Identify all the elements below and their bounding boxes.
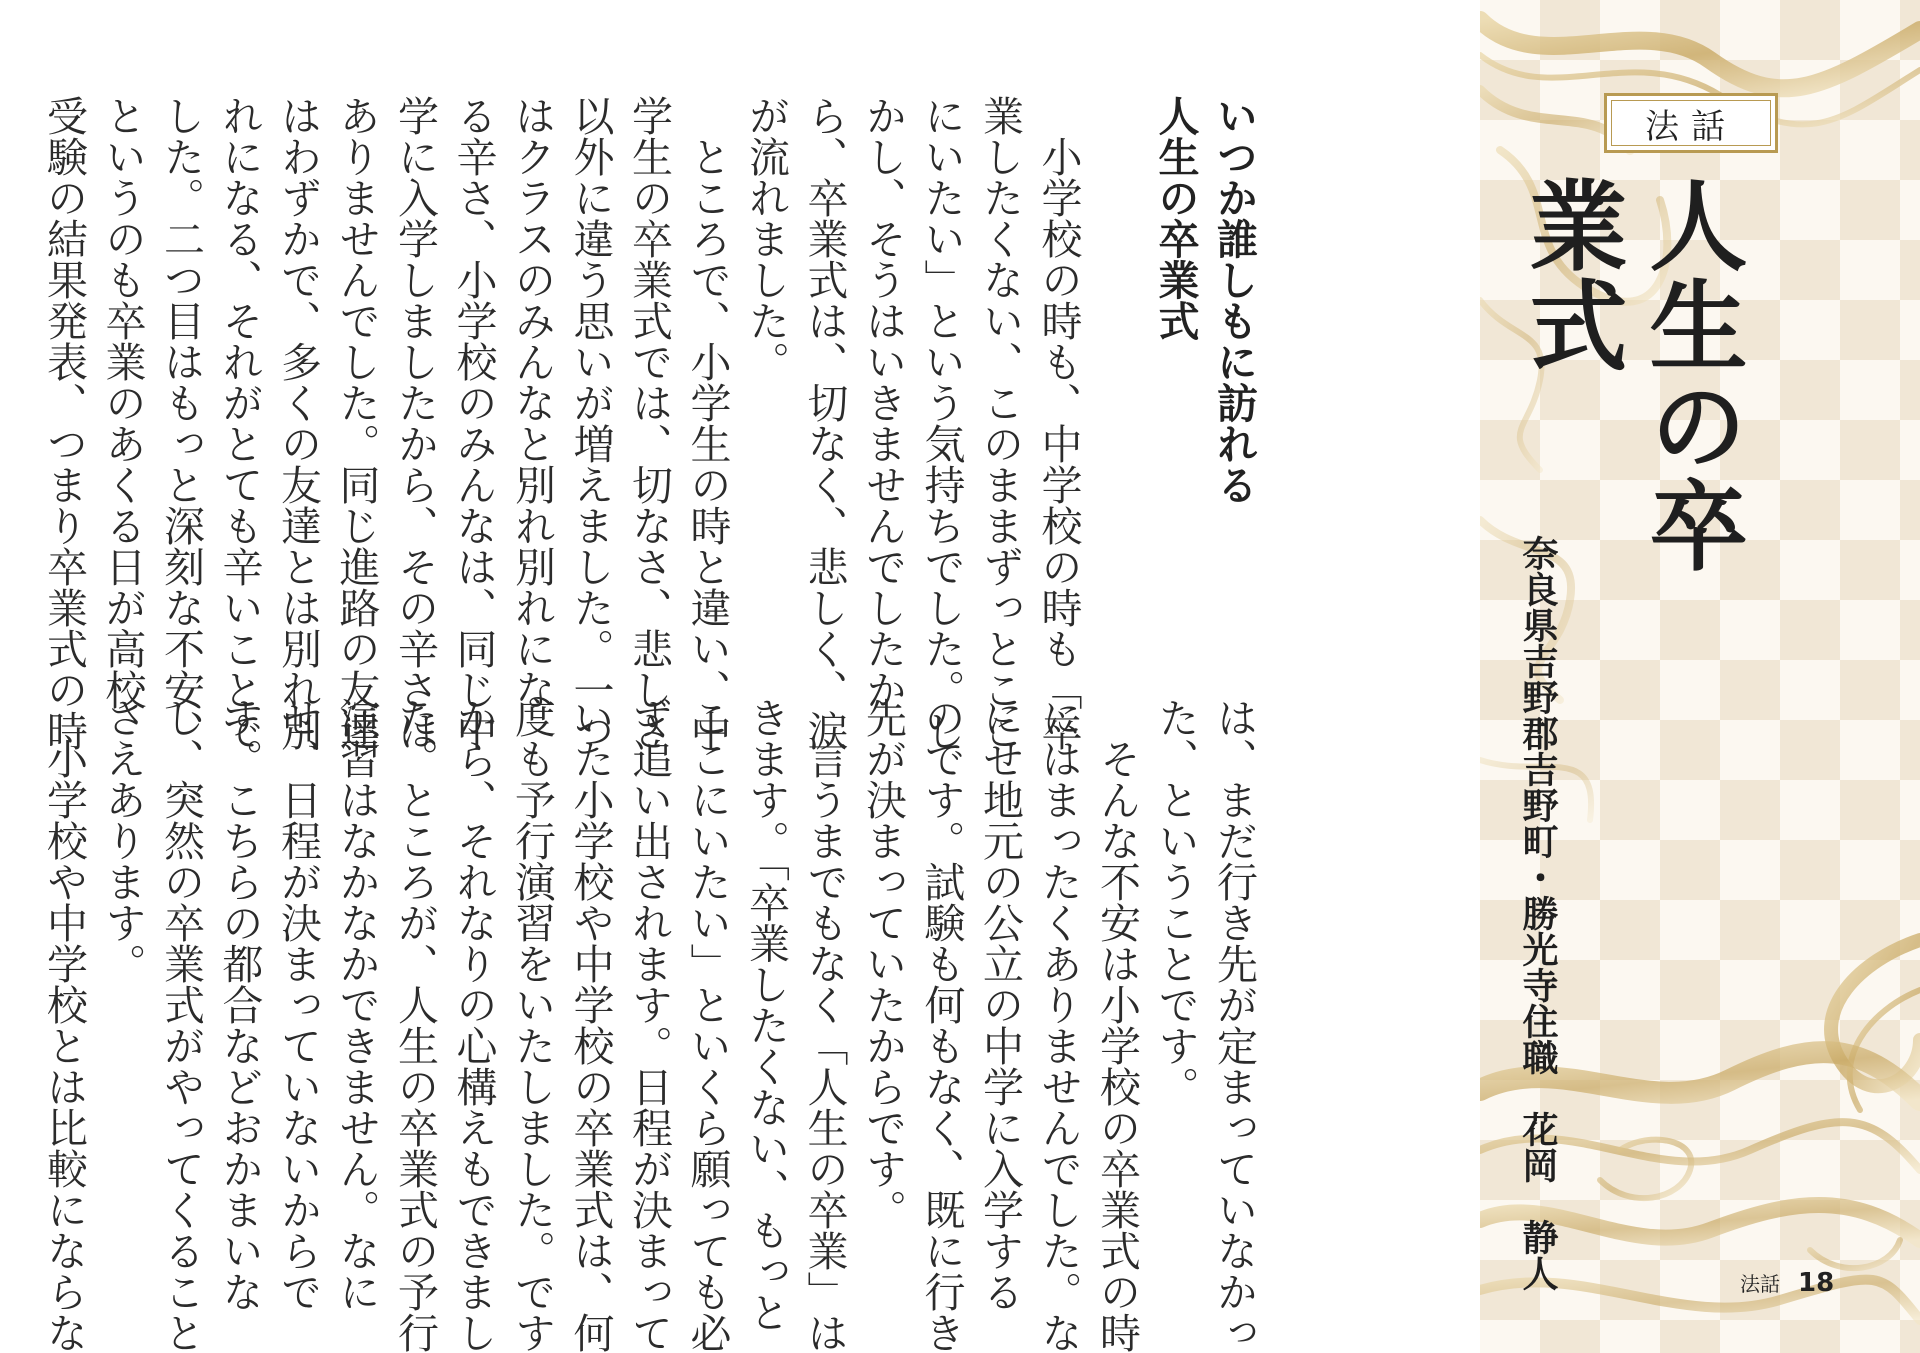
body-line: さえあります。 <box>98 697 147 984</box>
body-line: きます。「卒業したくない、もっと <box>742 697 790 1333</box>
subheading-line: 人生の卒業式 <box>1151 95 1200 341</box>
body-line: ここにいたい」といくら願っても必 <box>683 697 732 1353</box>
body-line: そんな不安は小学校の卒業式の時 <box>1093 697 1141 1353</box>
page-footer <box>1740 1268 1834 1308</box>
page-number: 18 <box>1798 1268 1835 1298</box>
body-line: る辛さ、小学校のみんなは、同じ中 <box>449 95 498 751</box>
body-line: す。こちらの都合などおかまいな <box>215 697 264 1312</box>
body-line: 業したくない、このままずっとここ <box>976 95 1024 751</box>
body-line: した。二つ目はもっと深刻な不安、 <box>157 95 205 751</box>
body-line: が流れました。 <box>742 95 790 382</box>
subheading-line: いつか誰しもに訪れる <box>1210 95 1258 505</box>
body-line: 学生の卒業式では、切なさ、悲しさ <box>625 95 673 751</box>
body-text-upper <box>40 95 1380 751</box>
body-line: 小学校や中学校とは比較にならな <box>40 697 88 1353</box>
body-line: 受験の結果発表、つまり卒業式の時 <box>40 95 88 751</box>
body-line: 先が決まっていたからです。 <box>859 697 907 1230</box>
body-line: はクラスのみんなと別れ別れにな <box>508 95 556 710</box>
body-line: は、まだ行き先が定まっていなかっ <box>1210 697 1258 1353</box>
body-line: はわずかで、多くの友達とは別れ別 <box>274 95 322 751</box>
category-label-box <box>1604 93 1778 153</box>
body-line: から、それなりの心構えもできまし <box>449 697 498 1353</box>
footer-section-label: 法話 <box>1740 1272 1780 1296</box>
body-line: ら、卒業式は、切なく、悲しく、涙 <box>800 95 849 751</box>
spacer-line <box>1088 95 1147 635</box>
body-line: ありませんでした。同じ進路の友達 <box>332 95 381 751</box>
body-line: 度も予行演習をいたしました。です <box>508 697 556 1353</box>
body-text-lower <box>40 697 1380 1353</box>
body-line: 演習はなかなかできません。なに <box>332 697 381 1312</box>
body-line: というのも卒業のあくる日が高校 <box>98 95 147 710</box>
article-title: 人生の卒業式 <box>1513 175 1748 575</box>
body-line: のです。試験も何もなく、既に行き <box>917 697 966 1353</box>
body-line: 以外に違う思いが増えました。一つ <box>566 95 615 751</box>
body-line: にせ地元の公立の中学に入学する <box>976 697 1024 1312</box>
body-line: た、ということです。 <box>1151 697 1200 1107</box>
body-line: 言うまでもなく「人生の卒業」は <box>800 697 849 1353</box>
body-line: し、突然の卒業式がやってくること <box>157 697 205 1353</box>
body-line: ず追い出されます。日程が決まって <box>625 697 673 1353</box>
category-label: 法話 <box>1645 106 1737 147</box>
author-credit: 奈良県吉野郡吉野町・勝光寺住職 花岡 静人 <box>1517 535 1558 1291</box>
body-line: 小学校の時も、中学校の時も「卒 <box>1034 95 1083 751</box>
body-line: れになる、それがとても辛いことで <box>215 95 264 751</box>
body-line: にいたい」という気持ちでした。し <box>917 95 966 751</box>
body-line: ところで、小学生の時と違い、中 <box>683 95 732 751</box>
body-line: いた小学校や中学校の卒業式は、何 <box>566 697 615 1353</box>
body-line: せ、日程が決まっていないからで <box>274 697 322 1312</box>
body-line: かし、そうはいきませんでしたか <box>859 95 907 710</box>
body-line: 学に入学しましたから、その辛さは <box>391 95 439 751</box>
body-line: た。ところが、人生の卒業式の予行 <box>391 697 439 1353</box>
body-line: にはまったくありませんでした。な <box>1034 697 1083 1353</box>
